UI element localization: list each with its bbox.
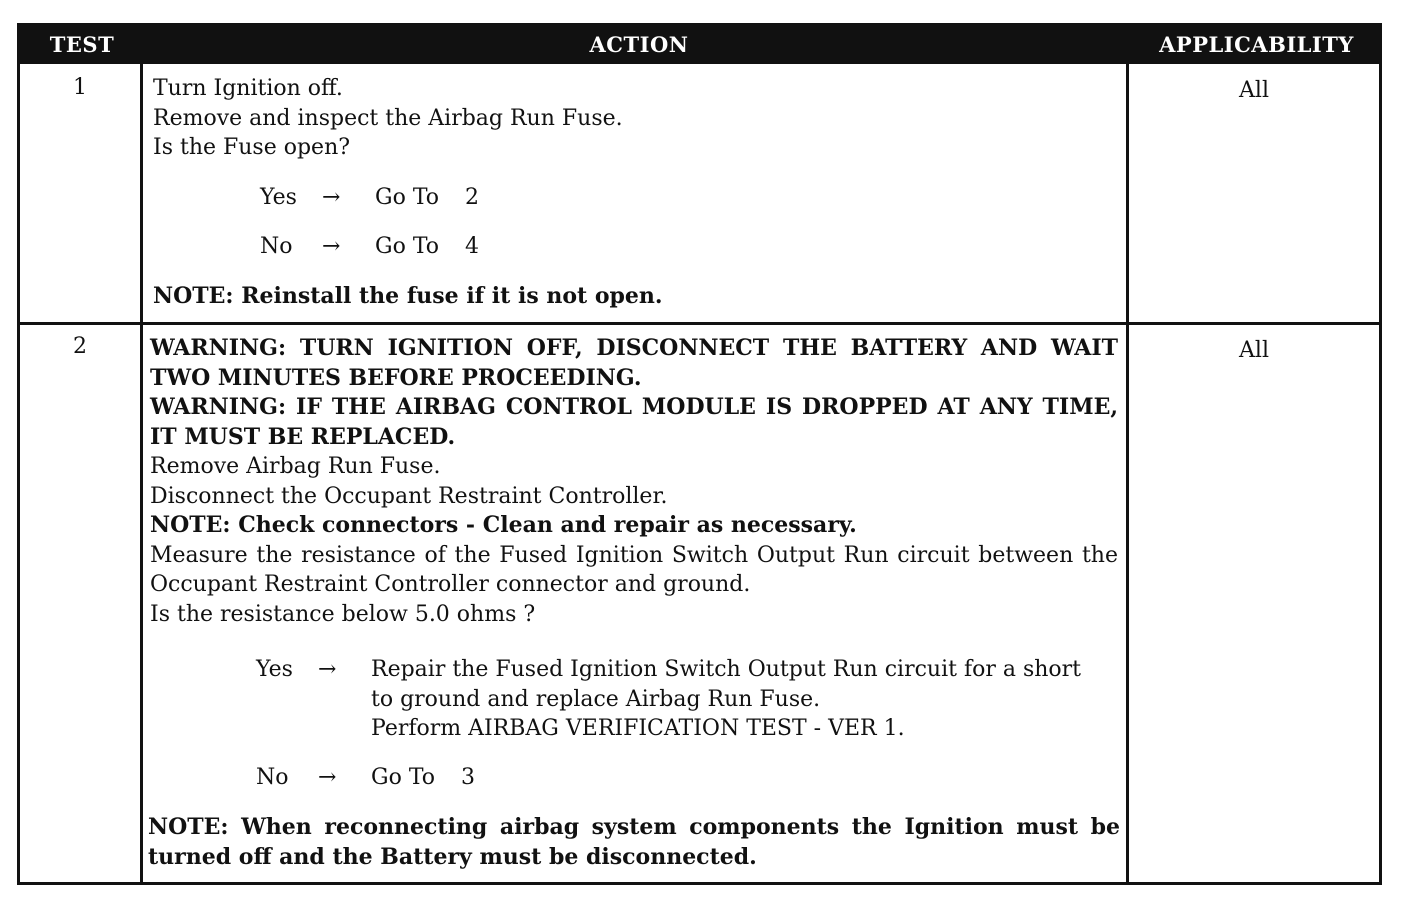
arrow-right-icon: → (318, 765, 337, 790)
arrow-right-icon: → (322, 234, 341, 259)
row-2-question: Is the resistance below 5.0 ohms ? (150, 601, 536, 627)
header-action: ACTION (589, 32, 689, 57)
row-2-step: Disconnect the Occupant Restraint Controller. (150, 483, 668, 509)
arrow-right-icon: → (318, 657, 337, 682)
row-divider (20, 322, 1379, 325)
option-text: Go To (371, 765, 436, 790)
option-target: 2 (465, 185, 479, 210)
header-test: TEST (49, 32, 115, 57)
row-2-measure: Measure the resistance of the Fused Ignition Switch Output Run circuit between the Occupant Restraint Controller connector and ground. (150, 542, 1118, 597)
yes-action-text (371, 655, 1081, 744)
yes-action-line: Perform AIRBAG VERIFICATION TEST - VER 1. (371, 716, 905, 741)
row-1-question: Is the Fuse open? (153, 135, 351, 160)
option-label: No (256, 765, 289, 790)
yes-action-line: to ground and replace Airbag Run Fuse. (371, 686, 821, 712)
row-1-test-number: 1 (73, 75, 87, 100)
row-2-applicability: All (1239, 338, 1269, 363)
row-2-warning: WARNING: TURN IGNITION OFF, DISCONNECT THE BATTERY AND WAIT TWO MINUTES BEFORE PROCEEDING. (150, 335, 1118, 391)
row-2-test-number: 2 (73, 334, 87, 359)
option-label: Yes (260, 185, 297, 210)
row-2-action (150, 334, 1118, 629)
table-header (20, 26, 1379, 64)
row-1-step: Turn Ignition off. (153, 76, 343, 101)
row-1-note: NOTE: Reinstall the fuse if it is not open. (153, 283, 663, 309)
option-label: Yes (256, 657, 293, 682)
row-1-step: Remove and inspect the Airbag Run Fuse. (153, 105, 623, 131)
option-text: Go To (375, 185, 440, 210)
row-2-warning: WARNING: IF THE AIRBAG CONTROL MODULE IS DROPPED AT ANY TIME, IT MUST BE REPLACED. (150, 394, 1118, 450)
column-divider (1126, 64, 1129, 882)
header-applicability: APPLICABILITY (1159, 32, 1354, 57)
option-target: 4 (465, 234, 479, 259)
option-text: Go To (375, 234, 440, 259)
row-2-option-yes (256, 655, 1126, 745)
column-divider (140, 64, 143, 882)
row-2-final-note: NOTE: When reconnecting airbag system components the Ignition must be turned off and the Battery must be disconnected. (148, 814, 1120, 870)
row-1-applicability: All (1239, 78, 1269, 103)
row-1-action (153, 74, 1121, 163)
row-2-step: Remove Airbag Run Fuse. (150, 454, 441, 479)
option-target: 3 (461, 765, 475, 790)
yes-action-line: Repair the Fused Ignition Switch Output Run circuit for a short (371, 657, 1082, 682)
diagnostic-test-table (17, 23, 1382, 885)
option-label: No (260, 234, 293, 259)
arrow-right-icon: → (322, 185, 341, 210)
row-2-note: NOTE: Check connectors - Clean and repair as necessary. (150, 512, 857, 538)
